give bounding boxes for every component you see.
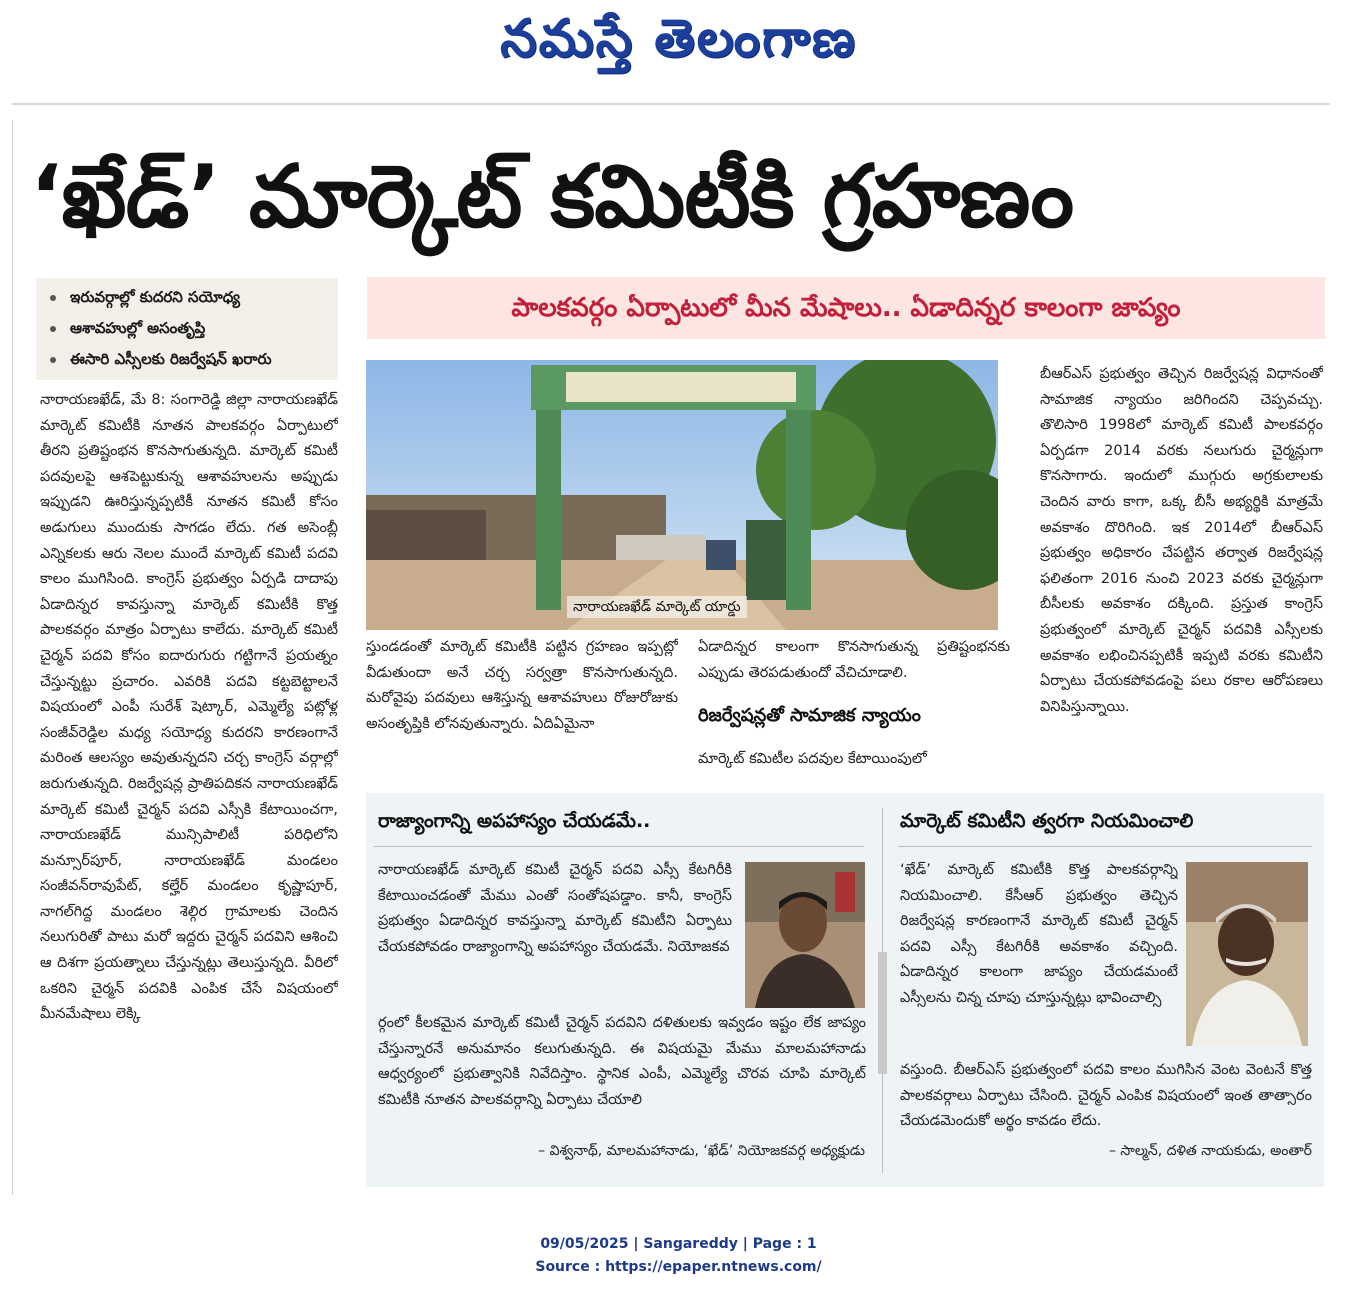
story-column-4 [1040, 362, 1323, 782]
quote2-body: ‘ఖేడ్’ మార్కెట్ కమిటీకి కొత్త పాలకవర్గాన్ని నియమించాలి. కేసీఆర్ ప్రభుత్వం తెచ్చిన రిజర్వేషన్ల కారణంగానే మార్కెట్ కమిటీ చైర్మన్ పదవి ఎస్సీ కేటగిరీకి అవకాశం వచ్చింది. ఏడాదిన్నర కాలంగా జాప్యం చేయడమంటే ఎస్సీలను చిన్న చూపు చూస్తున్నట్లు భావించాల్సి [900, 862, 1178, 1006]
page-left-border [12, 120, 13, 1195]
highlight-item [50, 344, 338, 375]
highlight-text: ఈసారి ఎస్సీలకు రిజర్వేషన్ ఖరారు [70, 350, 272, 368]
footer-date-edition: 09/05/2025 | Sangareddy | Page : 1 [540, 1236, 817, 1252]
masthead-logo: నమస్తే తెలంగాణ [500, 8, 857, 69]
quote1-body: నారాయణఖేడ్ మార్కెట్ కమిటీ చైర్మన్ పదవి ఎస్సీ కేటగిరీకి కేటాయించడంతో మేము ఎంతో సంతోషపడ్డాం. కానీ, కాంగ్రెస్ ప్రభుత్వం ఏడాదిన్నర కావస్తున్నా మార్కెట్ కమిటీని ఏర్పాటు చేయకపోవడం రాజ్యాంగాన్ని అపహాస్యం చేయడమే. నియోజకవ [378, 862, 732, 955]
quote2-text [900, 858, 1178, 1058]
quote2-body-continued: వస్తుంది. బీఆర్‌ఎస్ ప్రభుత్వంలో పదవి కాలం ముగిసిన వెంట వెంటనే కొత్త పాలకవర్గాలు ఏర్పాటు చేసింది. చైర్మన్ ఎంపిక విషయంలో ఇంత తాత్సారం చేయడమెందుకో అర్థం కావడం లేదు. [900, 1062, 1312, 1130]
headline: ‘ఖేడ్’ మార్కెట్ కమిటీకి గ్రహణం [30, 147, 1074, 247]
market-yard-photo [366, 360, 998, 630]
photo-caption: నారాయణఖేడ్ మార్కెట్ యార్డు [567, 596, 747, 618]
quote2-heading: మార్కెట్ కమిటీని త్వరగా నియమించాలి [900, 810, 1194, 832]
footer-source-link[interactable]: Source : https://epaper.ntnews.com/ [535, 1259, 822, 1275]
highlight-item [50, 282, 338, 313]
market-gate-image [366, 360, 998, 630]
highlight-text: ఇరువర్గాల్లో కుదరని సయోధ్య [70, 288, 241, 306]
quote1-body-continued: ర్గంలో కీలకమైన మార్కెట్ కమిటీ చైర్మన్ పదవిని దళితులకు ఇవ్వడం ఇష్టం లేక జాప్యం చేస్తున్నారనే అనుమానం కలుగుతున్నది. ఈ విషయమై మేము మాలమహానాడు ఆధ్వర్యంలో ప్రభుత్వానికి నివేదిస్తాం. స్థానిక ఎంపీ, ఎమ్మెల్యే చొరవ చూపి మార్కెట్ కమిటీకి నూతన పాలకవర్గాన్ని ఏర్పాటు చేయాలి [378, 1015, 866, 1108]
highlight-text: ఆశావహుల్లో అసంతృప్తి [70, 319, 206, 337]
subheadline: పాలకవర్గం ఏర్పాటులో మీన మేషాలు.. ఏడాదిన్నర కాలంగా జాప్యం [511, 293, 1181, 323]
quote1-rule [374, 846, 864, 847]
story-text: మార్కెట్ కమిటీల పదవుల కేటాయింపులో [698, 751, 927, 767]
quote2-text-wide [900, 1058, 1312, 1135]
section-subheading: రిజర్వేషన్లతో సామాజిక న్యాయం [698, 705, 921, 726]
subheadline-banner [367, 277, 1325, 339]
quote1-attribution: – విశ్వనాథ్, మాలమహానాడు, ‘ఖేడ్’ నియోజకవర్గ అధ్యక్షుడు [538, 1143, 865, 1159]
quote1-heading: రాజ్యాంగాన్ని అపహాస్యం చేయడమే.. [378, 810, 651, 832]
bullet-icon [50, 326, 56, 332]
quote2-attribution: – సాల్మన్, దళిత నాయకుడు, అంతార్ [1108, 1143, 1312, 1159]
story-column-3-bottom [698, 747, 1010, 779]
person-portrait-2 [1186, 862, 1308, 1046]
quote1-text-wide [378, 1011, 866, 1136]
story-column-2 [366, 635, 678, 780]
viswanath-photo [745, 862, 865, 1008]
masthead-divider [12, 103, 1330, 105]
story-text: స్తుండడంతో మార్కెట్ కమిటీకి పట్టిన గ్రహణం ఇప్పట్లో వీడుతుందా అనే చర్చ సర్వత్రా కొనసాగుతున్నది. మరోవైపు పదవులు ఆశిస్తున్న ఆశావహులు రోజురోజుకు అసంతృప్తికి లోనవుతున్నారు. ఏదిఏమైనా [366, 639, 678, 732]
highlight-item [50, 313, 338, 344]
story-text: నారాయణఖేడ్, మే 8: సంగారెడ్డి జిల్లా నారాయణఖేడ్ మార్కెట్ కమిటీకి నూతన పాలకవర్గం ఏర్పాటులో తీరని ప్రతిష్టంభన కొనసాగుతున్నది. మార్కెట్ కమిటీ పదవులపై ఆశపెట్టుకున్న ఆశావహులను అప్పుడు ఇప్పుడని ఊరిస్తున్నప్పటికీ నూతన కమిటీ కోసం అడుగులు ముందుకు సాగడం లేదు. గత అసెంబ్లీ ఎన్నికలకు ఆరు నెలల ముందే మార్కెట్ కమిటీ పదవి కాలం ముగిసింది. కాంగ్రెస్ ప్రభుత్వం ఏర్పడి దాదాపు ఏడాదిన్నర కావస్తున్నా మార్కెట్ కమిటీకి కొత్త పాలకవర్గం మాత్రం ఏర్పాటు కాలేదు. మార్కెట్ కమిటీ చైర్మన్ పదవి కోసం ఐదారుగురు గట్టిగానే ప్రయత్నం చేస్తున్నట్టు ప్రచారం. ఎవరికి పదవి కట్టబెట్టాలనే విషయంలో ఎంపీ సురేశ్ షెట్కార్, ఎమ్మెల్యే పట్లోళ్ల సంజీవ్‌రెడ్డిల మధ్య సయోధ్య కుదరని కారణంగానే మరింత ఆలస్యం అవుతున్నదని చర్చ కాంగ్రెస్ వర్గాల్లో జరుగుతున్నది. రిజర్వేషన్ల ప్రాతిపదికన నారాయణఖేడ్ మార్కెట్ కమిటీ చైర్మన్ పదవి ఎస్సీకి కేటాయించగా, నారాయణఖేడ్ మున్సిపాలిటీ పరిధిలోని మన్సూర్‌పూర్, నారాయణఖేడ్ మండలం సంజీవన్‌రావుపేట్, కల్హేర్ మండలం కృష్ణాపూర్, నాగల్‌గిద్ద మండలం శెల్గిర గ్రామాలకు చెందిన నలుగురితో పాటు మరో ఇద్దరు చైర్మన్ పదవిని ఆశించి ఆ దిశగా ప్రయత్నాలు చేస్తున్నట్లు తెలుస్తున్నది. వీరిలో ఒకరిని చైర్మన్ పదవికి ఎంపిక చేసే విషయంలో మీనమేషాలు లెక్కి [40, 392, 338, 1023]
salman-photo [1186, 862, 1308, 1046]
story-column-1 [40, 388, 338, 1198]
story-column-3-top [698, 635, 1010, 687]
story-text: బీఆర్‌ఎస్ ప్రభుత్వం తెచ్చిన రిజర్వేషన్ల విధానంతో సామాజిక న్యాయం జరిగిందని చెప్పవచ్చు. తొలిసారి 1998లో మార్కెట్ కమిటీ పాలకవర్గం ఏర్పడగా 2014 వరకు నలుగురు చైర్మన్లుగా కొనసాగారు. ఇందులో ముగ్గురు అగ్రకులాలకు చెందిన వారు కాగా, ఒక్క బీసీ అభ్యర్థికి మాత్రమే అవకాశం దొరిగింది. ఇక 2014లో బీఆర్‌ఎస్ ప్రభుత్వం అధికారం చేపట్టిన తర్వాత రిజర్వేషన్ల ఫలితంగా 2016 నుంచి 2023 వరకు చైర్మన్లుగా బీసీలకు అవకాశం దక్కింది. ప్రస్తుత కాంగ్రెస్ ప్రభుత్వంలో మార్కెట్ చైర్మన్ పదవికి ఎస్సీలకు అవకాశం లభించినప్పటికీ ఇప్పటి వరకు కమిటీని ఏర్పాటు చేయకపోవడంపై పలు రకాల ఆరోపణలు వినిపిస్తున్నాయి. [1040, 366, 1323, 715]
highlights-box [36, 278, 338, 380]
quote2-rule [898, 846, 1312, 847]
scrollbar-thumb[interactable] [878, 952, 887, 1074]
story-text: ఏడాదిన్నర కాలంగా కొనసాగుతున్న ప్రతిష్టంభనకు ఎప్పుడు తెరపడుతుందో వేచిచూడాలి. [698, 639, 1010, 681]
bullet-icon [50, 295, 56, 301]
person-portrait-1 [745, 862, 865, 1008]
bullet-icon [50, 357, 56, 363]
